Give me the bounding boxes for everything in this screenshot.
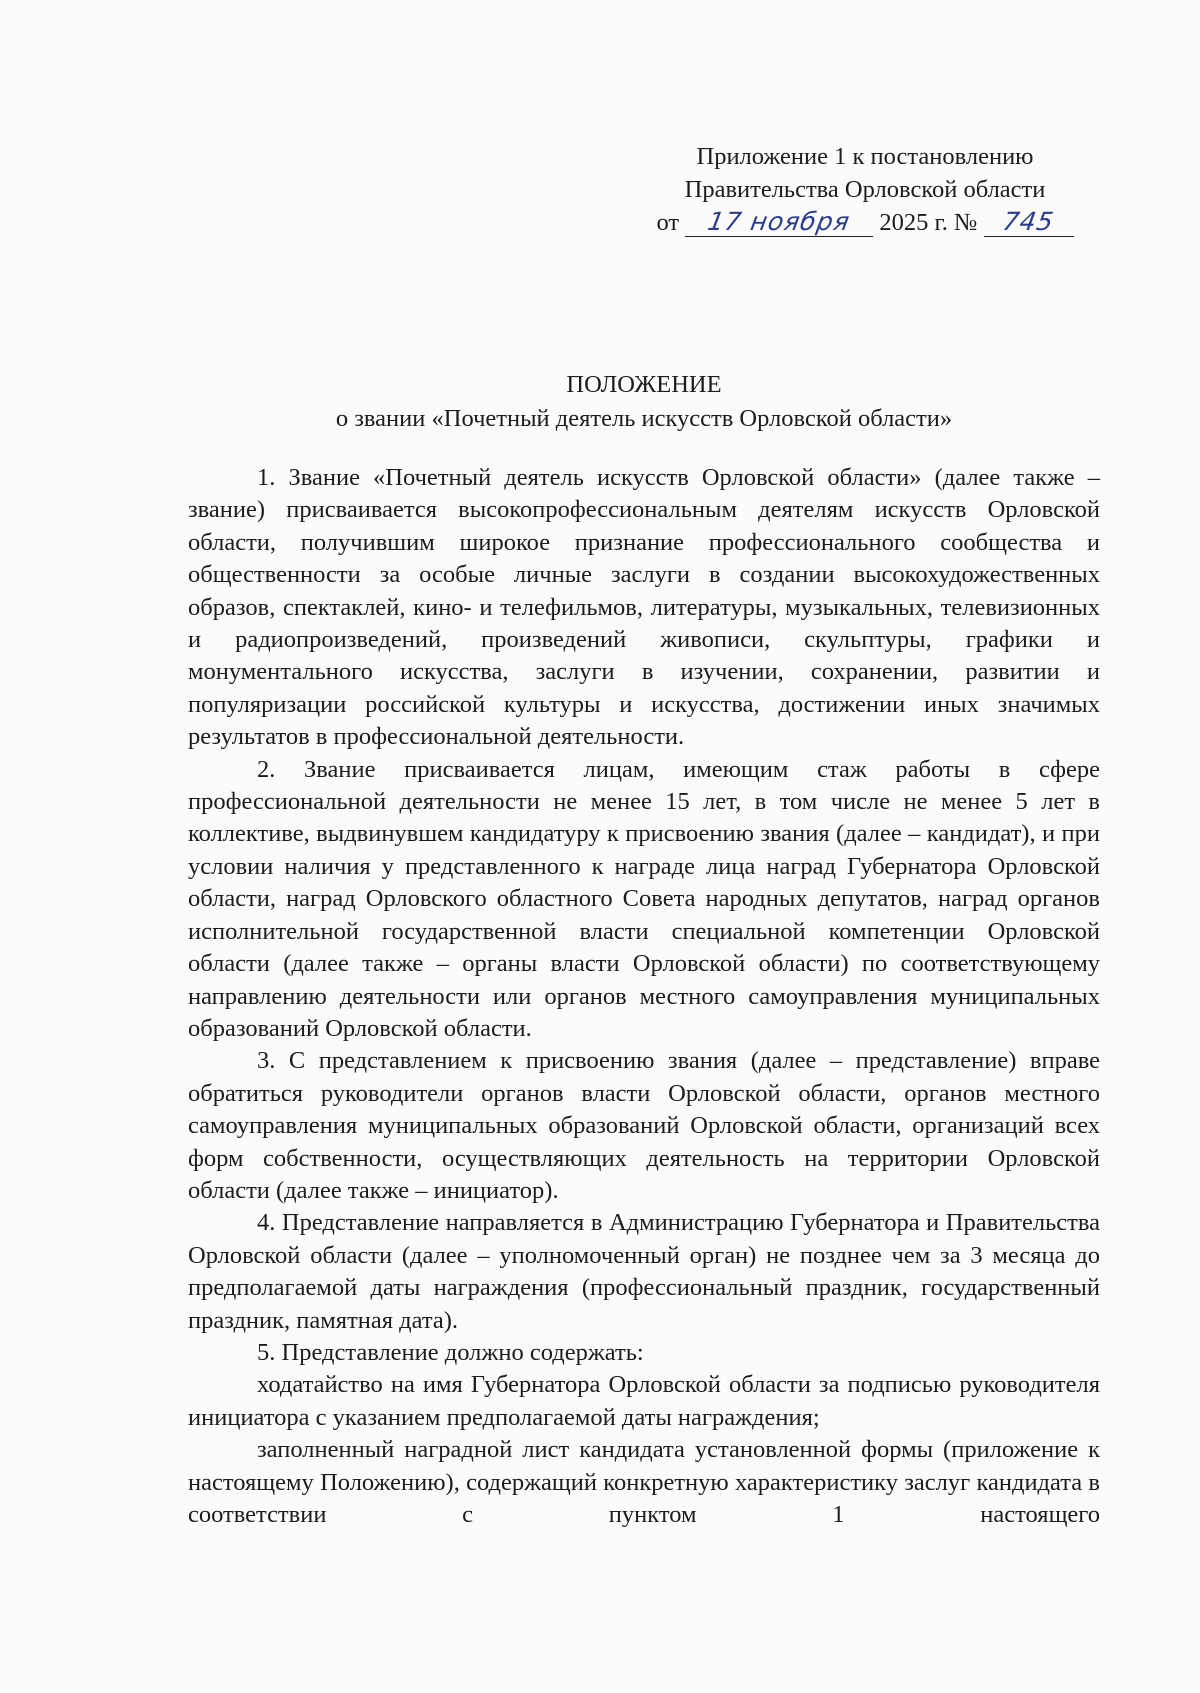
document-title — [188, 368, 1100, 436]
title-subtitle: о звании «Почетный деятель искусств Орловской области» — [335, 405, 953, 432]
appendix-date-line — [640, 206, 1090, 239]
year-text: 2025 г. № — [879, 209, 978, 236]
paragraph: 3. С представлением к присвоению звания (далее – представление) вправе обратиться руководители органов власти Орловской области, органов местного самоуправления муниципальных образований Орловской области, организаций всех форм собственности, осуществляющих деятельность на территории Орловской области (далее также – инициатор). — [188, 1047, 1100, 1204]
appendix-line-2: Правительства Орловской области — [684, 176, 1046, 203]
paragraph: 5. Представление должно содержать: — [257, 1338, 644, 1366]
handwritten-number-field — [984, 209, 1074, 237]
paragraph: 4. Представление направляется в Администрацию Губернатора и Правительства Орловской области (далее – уполномоченный орган) не позднее чем за 3 месяца до предполагаемой даты награждения (профессиональный праздник, государственный праздник, памятная дата). — [188, 1209, 1100, 1334]
handwritten-date: 17 ноября — [705, 207, 853, 236]
paragraph: 2. Звание присваивается лицам, имеющим стаж работы в сфере профессиональной деятельности не менее 15 лет, в том числе не менее 5 лет в коллективе, выдвинувшем кандидатуру к присвоению звания (далее – кандидат), и при условии наличия у представленного к награде лица наград Губернатора Орловской области, наград Орловского областного Совета народных депутатов, наград органов исполнительной государственной власти специальной компетенции Орловской области (далее также – органы власти Орловской области) по соответствующему направлению деятельности или органов местного самоуправления муниципальных образований Орловской области. — [188, 755, 1100, 1042]
appendix-line-1: Приложение 1 к постановлению — [696, 143, 1034, 170]
handwritten-date-field — [685, 209, 873, 237]
handwritten-number: 745 — [1000, 207, 1057, 236]
date-prefix: от — [656, 209, 680, 236]
paragraph: заполненный наградной лист кандидата установленной формы (приложение к настоящему Положению), содержащий конкретную характеристику заслуг кандидата в соответствии с пунктом 1 настоящего — [188, 1436, 1100, 1528]
document-body — [188, 462, 1100, 1531]
paragraph: 1. Звание «Почетный деятель искусств Орловской области» (далее также – звание) присваивается высокопрофессиональным деятелям искусств Орловской области, получившим широкое признание профессионального сообщества и общественности за особые личные заслуги в создании высокохудожественных образов, спектаклей, кино- и телефильмов, литературы, музыкальных, телевизионных и радиопроизведений, произведений живописи, скульптуры, графики и монументального искусства, заслуги в изучении, сохранении, развитии и популяризации российской культуры и искусства, достижении иных значимых результатов в профессиональной деятельности. — [188, 464, 1100, 751]
paragraph: ходатайство на имя Губернатора Орловской области за подписью руководителя инициатора с указанием предполагаемой даты награждения; — [188, 1371, 1100, 1431]
title-main: ПОЛОЖЕНИЕ — [566, 371, 722, 398]
appendix-header — [640, 140, 1090, 239]
